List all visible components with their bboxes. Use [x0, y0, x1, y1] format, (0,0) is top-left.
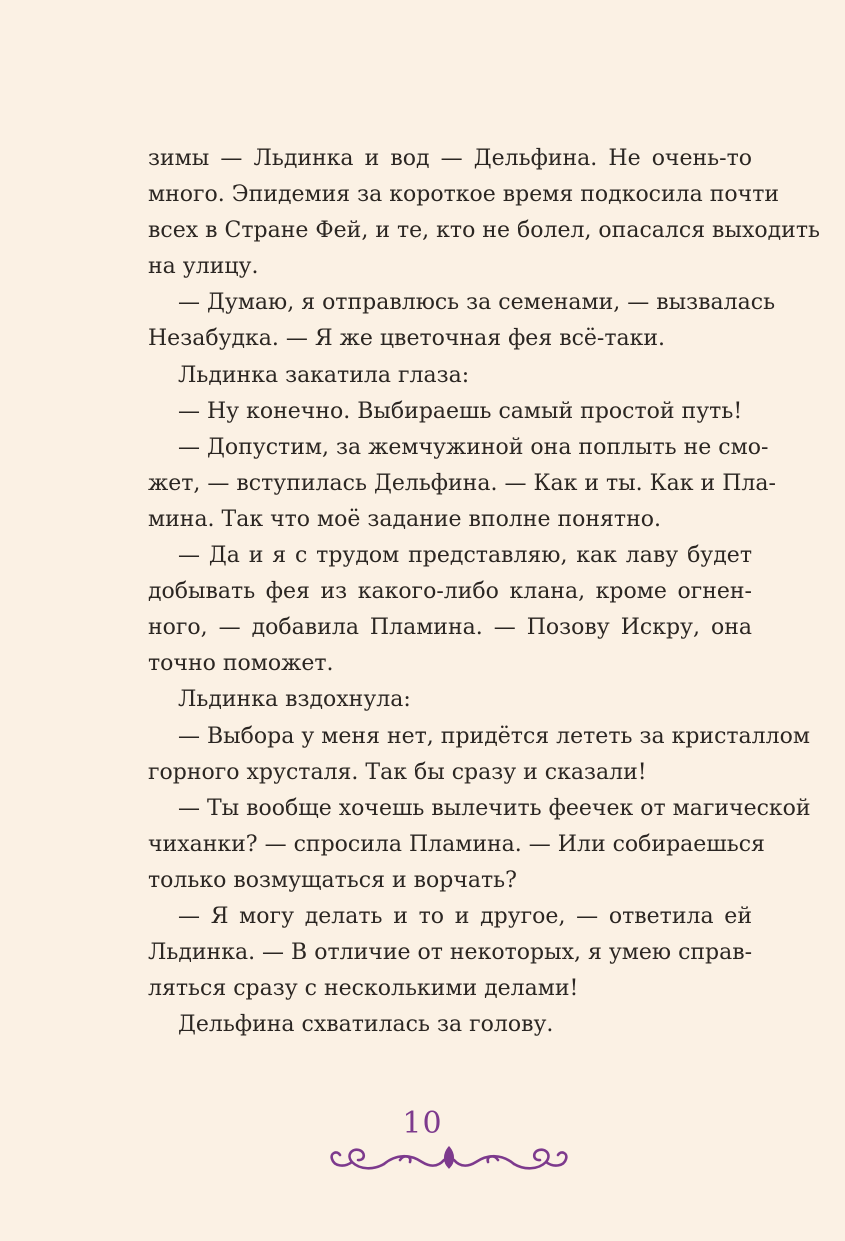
text-line: точно поможет. [148, 651, 334, 677]
text-line: много. Эпидемия за короткое время подкосила почти [148, 182, 780, 208]
text-line: чиханки? — спросила Пламина. — Или собираешься [148, 831, 765, 857]
text-line: — Ты вообще хочешь вылечить феечек от магической [178, 795, 811, 821]
text-line: Дельфина схватилась за голову. [178, 1012, 554, 1038]
text-line: мина. Так что моё задание вполне понятно. [148, 506, 661, 532]
text-line: — Допустим, за жемчужиной она поплыть не смо- [178, 434, 769, 460]
text-line: всех в Стране Фей, и те, кто не болел, опасался выходить [148, 218, 820, 244]
text-line: горного хрусталя. Так бы сразу и сказали! [148, 759, 647, 785]
text-line: Льдинка закатила глаза: [178, 362, 470, 388]
flourish-ornament-icon [326, 1140, 572, 1176]
text-line: — Я могу делать и то и другое, — ответила ей [178, 903, 752, 929]
text-line: ного, — добавила Пламина. — Позову Искру, она [148, 615, 752, 641]
text-line: Льдинка. — В отличие от некоторых, я умею справ- [148, 940, 753, 966]
text-line: Льдинка вздохнула: [178, 687, 411, 713]
text-line: — Выбора у меня нет, придётся лететь за кристаллом [178, 723, 810, 749]
text-line: — Да и я с трудом представляю, как лаву будет [178, 543, 752, 569]
text-line: жет, — вступилась Дельфина. — Как и ты. Как и Пла- [148, 470, 776, 496]
text-line: на улицу. [148, 254, 259, 280]
text-line: — Ну конечно. Выбираешь самый простой путь! [178, 398, 743, 424]
text-line: добывать фея из какого-либо клана, кроме огнен- [148, 579, 752, 605]
page-text [148, 141, 820, 1043]
text-line: Незабудка. — Я же цветочная фея всё-таки. [148, 326, 666, 352]
text-line: ляться сразу с несколькими делами! [148, 976, 579, 1002]
text-line: зимы — Льдинка и вод — Дельфина. Не очень-то [148, 146, 752, 171]
text-line: только возмущаться и ворчать? [148, 867, 517, 893]
page-number: 10 [402, 1106, 443, 1141]
text-line: — Думаю, я отправлюсь за семенами, — вызвалась [178, 290, 776, 316]
